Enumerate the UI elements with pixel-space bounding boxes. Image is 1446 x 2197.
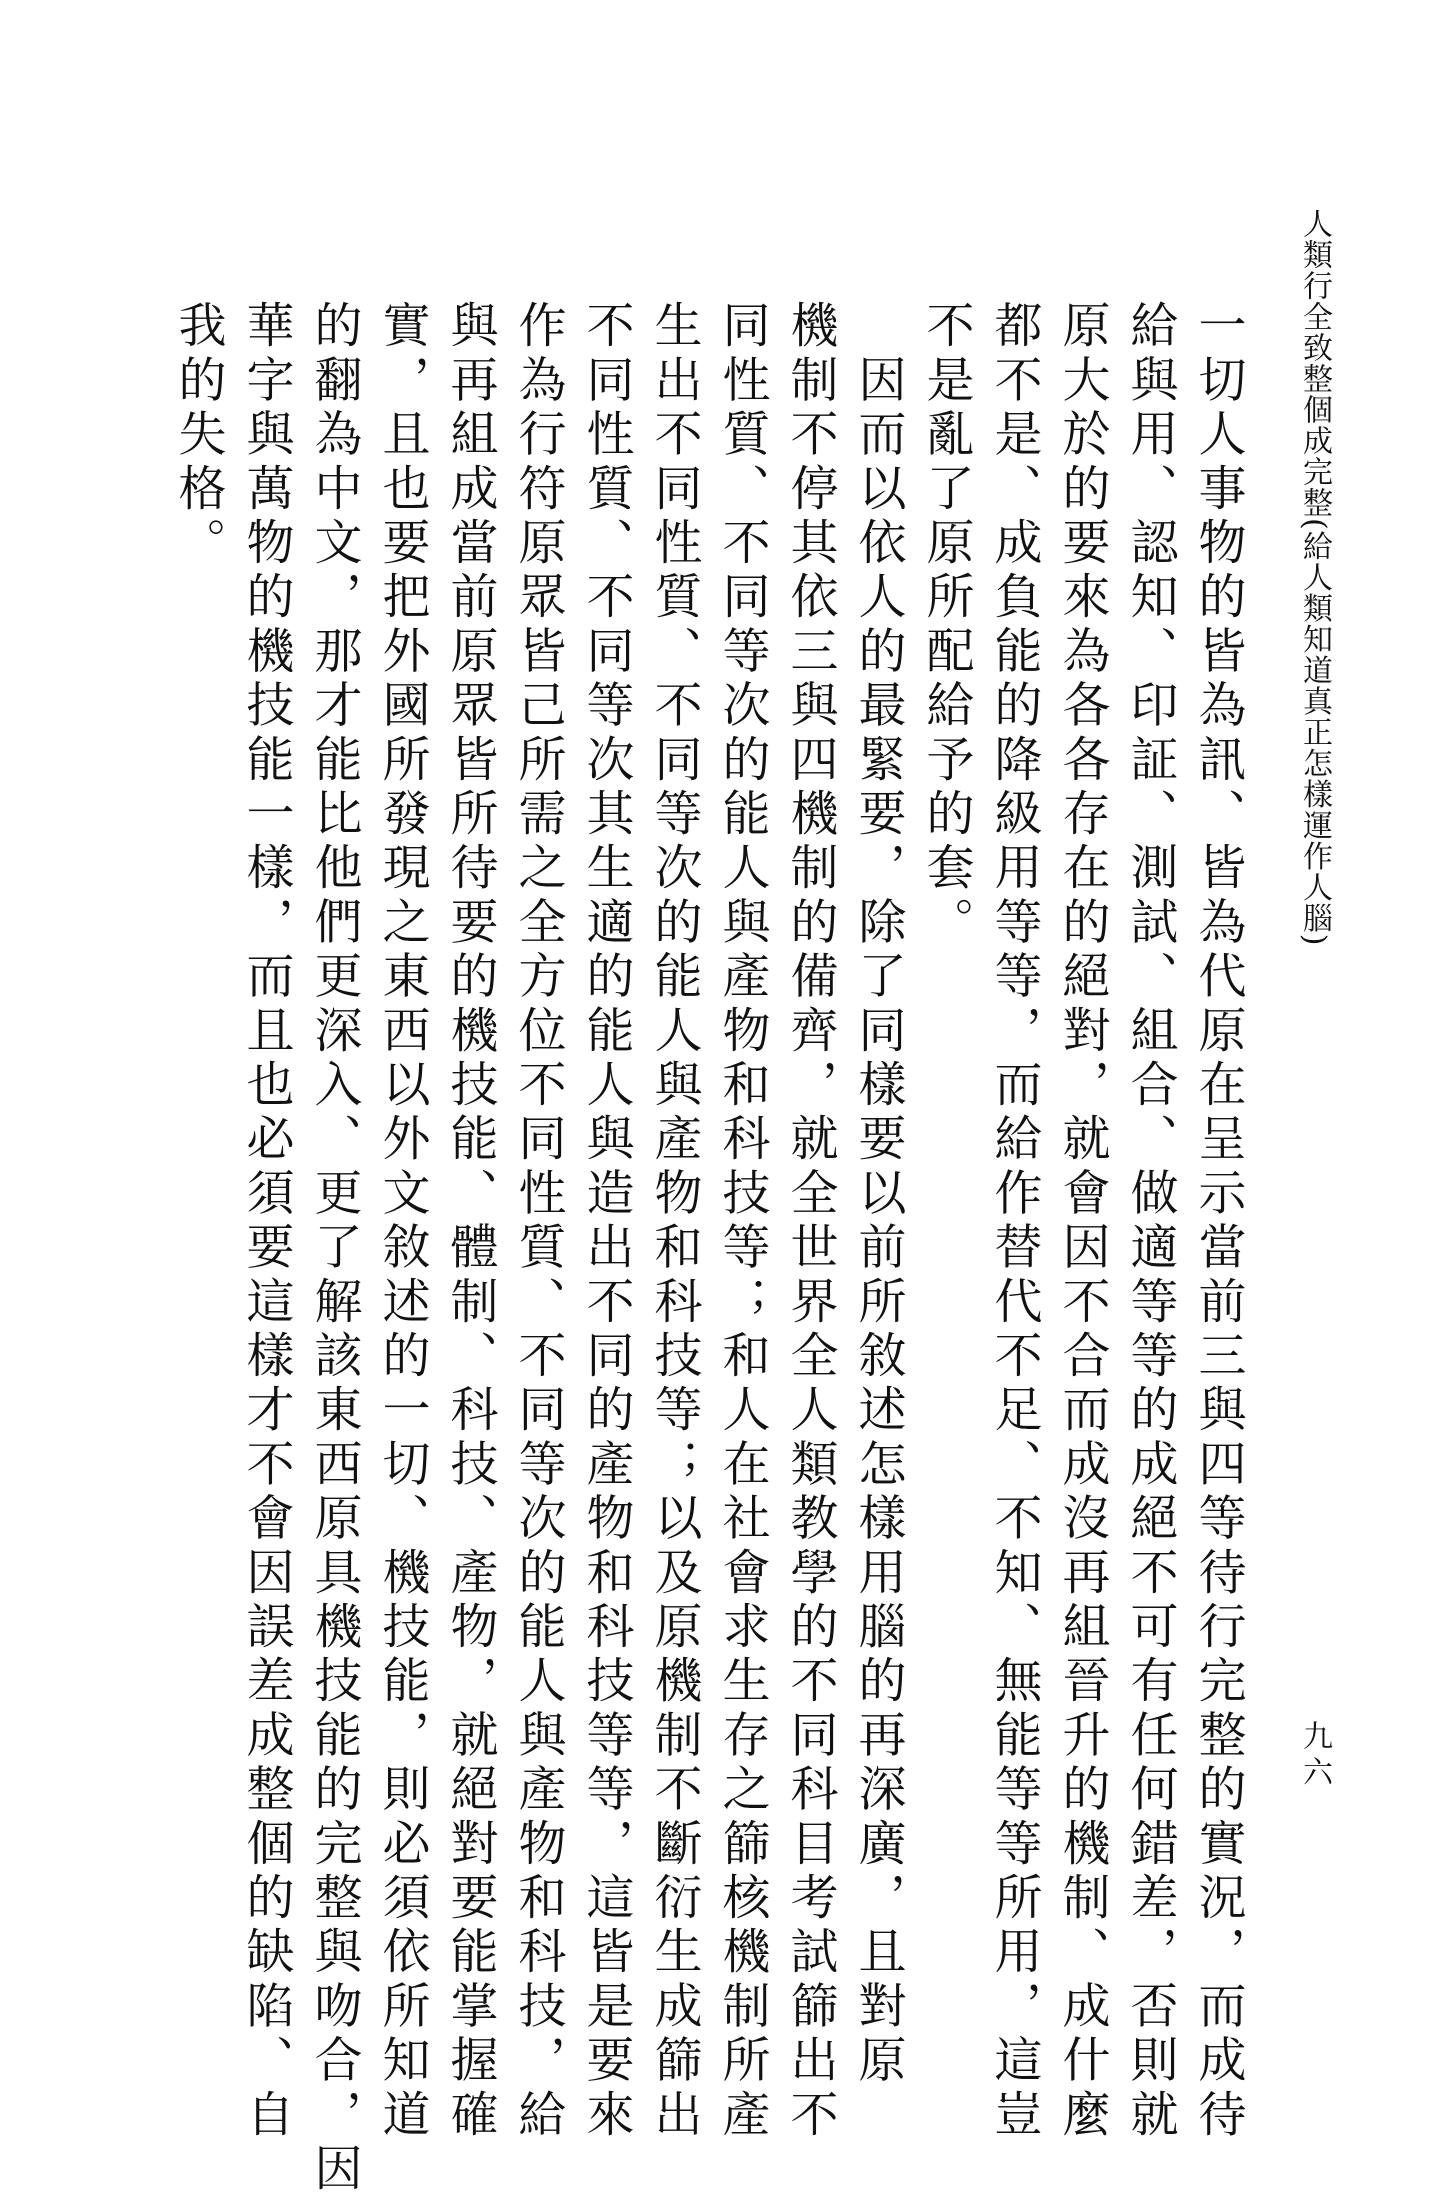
text-column: 與再組成當前原眾皆所待要的機技能、體制、科技、產物，就絕對要能掌握確 bbox=[442, 300, 498, 2143]
text-column: 因而以依人的最緊要，除了同樣要以前所敘述怎樣用腦的再深廣，且對原 bbox=[850, 300, 906, 2089]
text-column: 一切人事物的皆為訊、皆為代原在呈示當前三與四等待行完整的實況，而成待 bbox=[1190, 300, 1246, 2143]
text-column: 華字與萬物的機技能一樣，而且也必須要這樣才不會因誤差成整個的缺陷、自 bbox=[238, 300, 294, 2143]
text-column: 都不是、成負能的降級用等等，而給作替代不足、不知、無能等等所用，這豈 bbox=[986, 300, 1042, 2143]
text-column: 給與用、認知、印証、測試、組合、做適等等的成絕不可有任何錯差，否則就 bbox=[1122, 300, 1178, 2143]
text-column: 的翻為中文，那才能比他們更深入、更了解該東西原具機技能的完整與吻合，因 bbox=[306, 300, 362, 2197]
text-column: 不同性質、不同等次其生適的能人與造出不同的產物和科技等等，這皆是要來 bbox=[578, 300, 634, 2143]
page-number: 九六 bbox=[1297, 1720, 1332, 1792]
text-column: 實，且也要把外國所發現之東西以外文敘述的一切、機技能，則必須依所知道 bbox=[374, 300, 430, 2143]
text-column: 不是亂了原所配給予的套。 bbox=[918, 300, 974, 951]
text-column: 同性質、不同等次的能人與產物和科技等；和人在社會求生存之篩核機制所產 bbox=[714, 300, 770, 2143]
text-column: 我的失格。 bbox=[170, 300, 226, 571]
body-text bbox=[164, 300, 1252, 2197]
running-header: 人類行全致整個成完整(給人類知道真正怎樣運作人腦) bbox=[1297, 208, 1332, 947]
text-column: 作為行符原眾皆己所需之全方位不同性質、不同等次的能人與產物和科技，給 bbox=[510, 300, 566, 2143]
text-column: 機制不停其依三與四機制的備齊，就全世界全人類教學的不同科目考試篩出不 bbox=[782, 300, 838, 2143]
text-column: 生出不同性質、不同等次的能人與產物和科技等；以及原機制不斷衍生成篩出 bbox=[646, 300, 702, 2143]
text-column: 原大於的要來為各各存在的絕對，就會因不合而成沒再組晉升的機制、成什麼 bbox=[1054, 300, 1110, 2143]
